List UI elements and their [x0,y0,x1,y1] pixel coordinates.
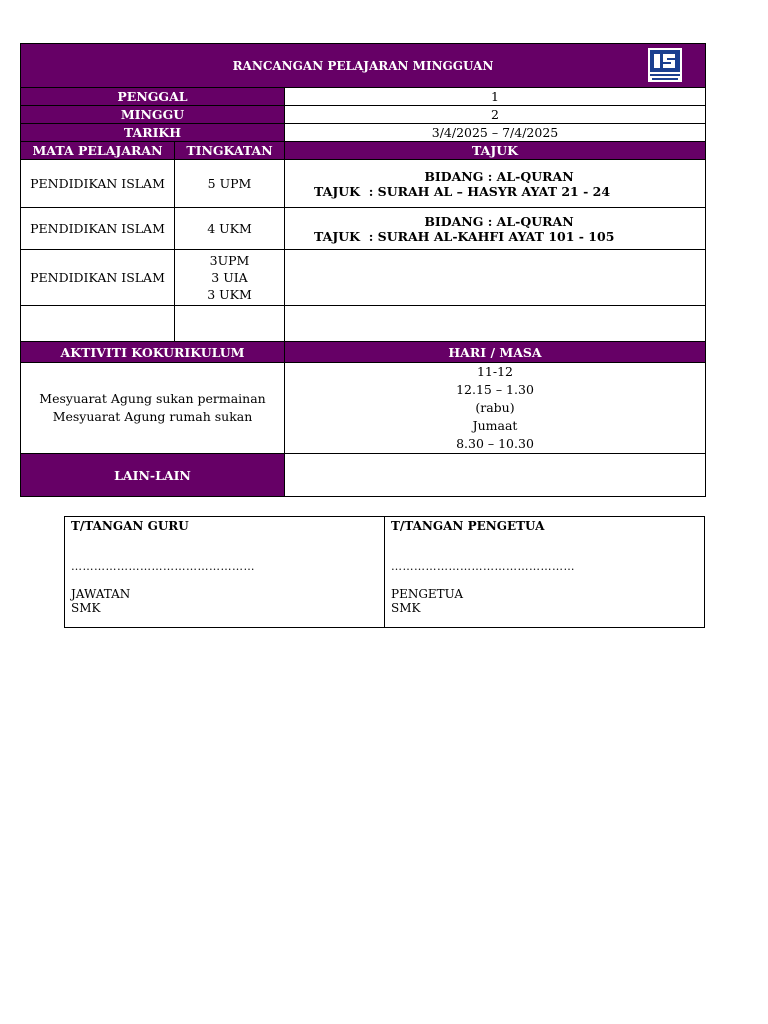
form-cell [175,250,285,306]
table-row [21,160,706,208]
topic-cell [285,208,706,250]
principal-school-label: SMK [391,601,421,615]
minggu-label: MINGGU [21,106,285,124]
day-time-cell [285,363,706,454]
teacher-position-label: JAWATAN [71,587,131,601]
time-item: 8.30 – 10.30 [456,436,534,451]
teacher-school-label: SMK [71,601,101,615]
title-cell [21,44,706,88]
topic-cell [285,160,706,208]
time-item: Jumaat [472,418,518,433]
time-item: 12.15 – 1.30 [456,382,534,397]
signature-table [64,516,705,628]
page-title: RANCANGAN PELAJARAN MINGGUAN [232,58,494,73]
form-cell: 4 UKM [175,208,285,250]
others-value [285,454,706,497]
lesson-plan-table [20,43,706,497]
day-time-header: HARI / MASA [285,342,706,363]
topic-column-header: TAJUK [285,142,706,160]
time-item: (rabu) [475,400,515,415]
activity-item: Mesyuarat Agung rumah sukan [52,409,253,424]
time-item: 11-12 [476,364,514,379]
form-cell: 5 UPM [175,160,285,208]
penggal-label: PENGGAL [21,88,285,106]
subject-cell: PENDIDIKAN ISLAM [21,250,175,306]
form-line: 3 UIA [211,270,248,285]
form-cell [175,306,285,342]
tarikh-value: 3/4/2025 – 7/4/2025 [285,124,706,142]
bidang-text: BIDANG : AL-QURAN [424,168,574,184]
bidang-text: BIDANG : AL-QURAN [424,213,574,229]
form-line: 3UPM [209,253,250,268]
tajuk-text: TAJUK : SURAH AL-KAHFI AYAT 101 - 105 [314,228,615,244]
subject-cell: PENDIDIKAN ISLAM [21,208,175,250]
subject-column-header: MATA PELAJARAN [21,142,175,160]
teacher-signature-line: ………………………………………… [71,560,255,573]
principal-signature-line: ………………………………………… [391,560,575,573]
minggu-value: 2 [285,106,706,124]
cocurricular-activities-cell [21,363,285,454]
tajuk-text: TAJUK : SURAH AL – HASYR AYAT 21 - 24 [314,183,611,199]
table-row [21,250,706,306]
table-row [21,208,706,250]
subject-cell [21,306,175,342]
principal-signature-box [385,517,705,628]
cocurricular-header: AKTIVITI KOKURIKULUM [21,342,285,363]
table-row [21,306,706,342]
subject-cell: PENDIDIKAN ISLAM [21,160,175,208]
form-line: 3 UKM [207,287,252,302]
activity-item: Mesyuarat Agung sukan permainan [39,391,266,406]
others-label: LAIN-LAIN [21,454,285,497]
penggal-value: 1 [285,88,706,106]
teacher-signature-box [65,517,385,628]
school-logo-icon [648,48,682,82]
principal-signature-heading: T/TANGAN PENGETUA [391,519,545,533]
tarikh-label: TARIKH [21,124,285,142]
topic-cell [285,306,706,342]
topic-cell [285,250,706,306]
principal-position-label: PENGETUA [391,587,464,601]
form-column-header: TINGKATAN [175,142,285,160]
teacher-signature-heading: T/TANGAN GURU [71,519,189,533]
